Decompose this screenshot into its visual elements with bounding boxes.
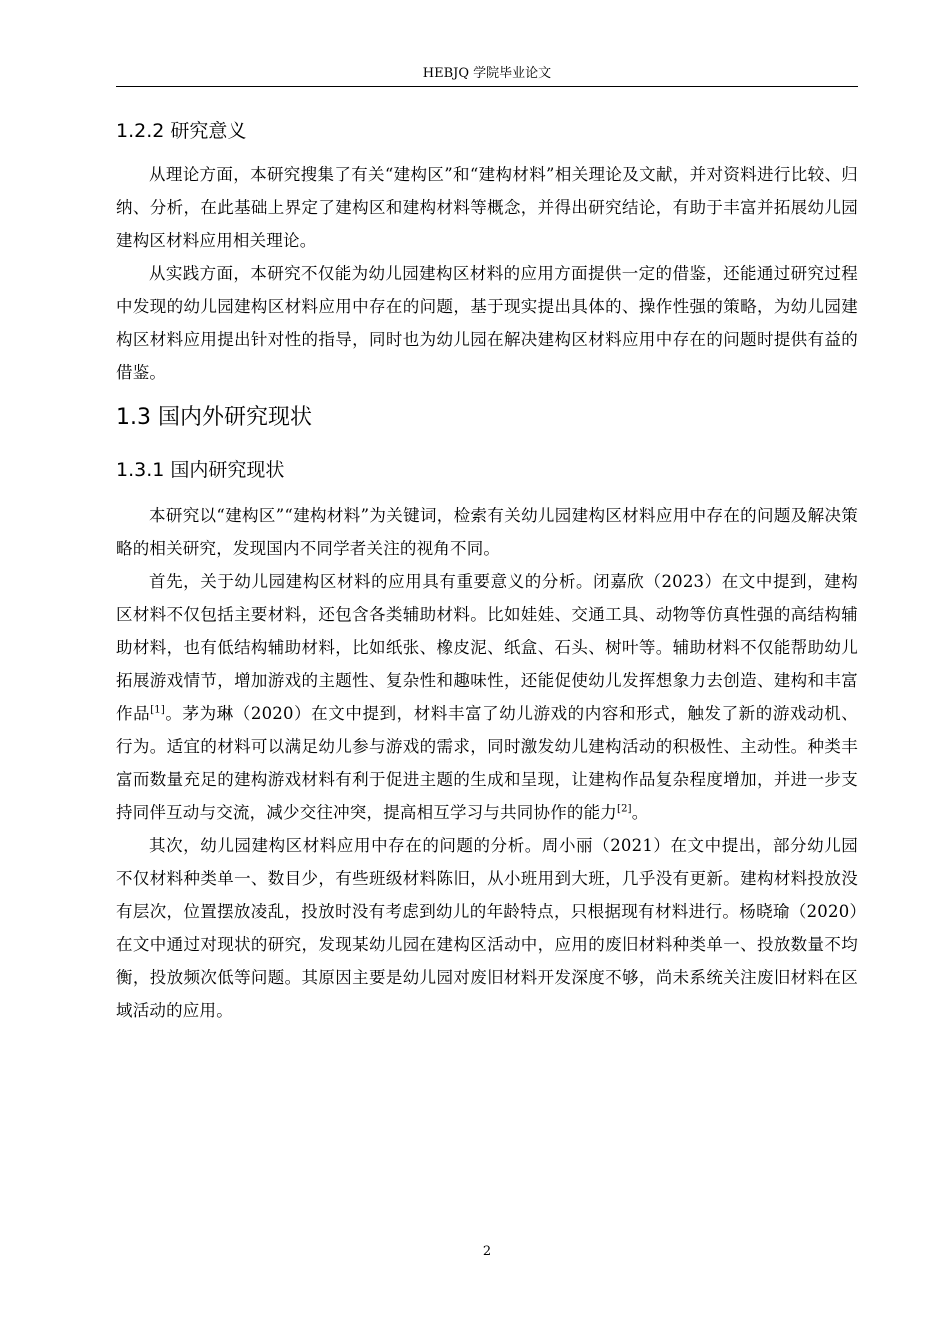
paragraph-text: 首先，关于幼儿园建构区材料的应用具有重要意义的分析。闭嘉欣（2023）在文中提到，建构区材料不仅包括主要材料，还包含各类辅助材料。比如娃娃、交通工具、动物等仿真性强的高结构辅助材料，也有低结构辅助材料，比如纸张、橡皮泥、纸盒、石头、树叶等。辅助材料不仅能帮助幼儿拓展游戏情节，增加游戏的主题性、复杂性和趣味性，还能促使幼儿发挥想象力去创造、建构和丰富作品 (116, 572, 858, 723)
citation-ref-1: [1] (150, 704, 165, 716)
paragraph-practice: 从实践方面，本研究不仅能为幼儿园建构区材料的应用方面提供一定的借鉴，还能通过研究过程中发现的幼儿园建构区材料应用中存在的问题，基于现实提出具体的、操作性强的策略，为幼儿园建构区材料应用提出针对性的指导，同时也为幼儿园在解决建构区材料应用中存在的问题时提供有益的借鉴。 (116, 264, 858, 382)
running-header: HEBJQ 学院毕业论文 (422, 66, 552, 81)
header-divider (116, 86, 858, 87)
section-heading-1-3-1: 1.3.1 国内研究现状 (116, 459, 285, 481)
paragraph-theory: 从理论方面，本研究搜集了有关“建构区”和“建构材料”相关理论及文献，并对资料进行比较、归纳、分析，在此基础上界定了建构区和建构材料等概念，并得出研究结论，有助于丰富并拓展幼儿园建构区材料应用相关理论。 (116, 165, 858, 250)
paragraph-text: 。 (631, 803, 649, 822)
paragraph-problems: 其次，幼儿园建构区材料应用中存在的问题的分析。周小丽（2021）在文中提出，部分幼儿园不仅材料种类单一、数目少，有些班级材料陈旧，从小班用到大班，几乎没有更新。建构材料投放没有层次，位置摆放凌乱，投放时没有考虑到幼儿的年龄特点，只根据现有材料进行。杨晓瑜（2020）在文中通过对现状的研究，发现某幼儿园在建构区活动中，应用的废旧材料种类单一、投放数量不均衡，投放频次低等问题。其原因主要是幼儿园对废旧材料开发深度不够，尚未系统关注废旧材料在区域活动的应用。 (116, 836, 858, 1020)
page-number: 2 (482, 1244, 492, 1259)
paragraph-significance (116, 565, 858, 829)
citation-ref-2: [2] (617, 803, 632, 815)
section-heading-1-3: 1.3 国内外研究现状 (116, 405, 312, 430)
paragraph-keywords: 本研究以“建构区”“建构材料”为关键词，检索有关幼儿园建构区材料应用中存在的问题及解决策略的相关研究，发现国内不同学者关注的视角不同。 (116, 506, 858, 558)
section-heading-1-2-2: 1.2.2 研究意义 (116, 120, 247, 142)
paragraph-text: 。茅为琳（2020）在文中提到，材料丰富了幼儿游戏的内容和形式，触发了新的游戏动机、行为。适宜的材料可以满足幼儿参与游戏的需求，同时激发幼儿建构活动的积极性、主动性。种类丰富而数量充足的建构游戏材料有利于促进主题的生成和呈现，让建构作品复杂程度增加，并进一步支持同伴互动与交流，减少交往冲突，提高相互学习与共同协作的能力 (116, 704, 858, 822)
page-body (116, 118, 858, 1027)
